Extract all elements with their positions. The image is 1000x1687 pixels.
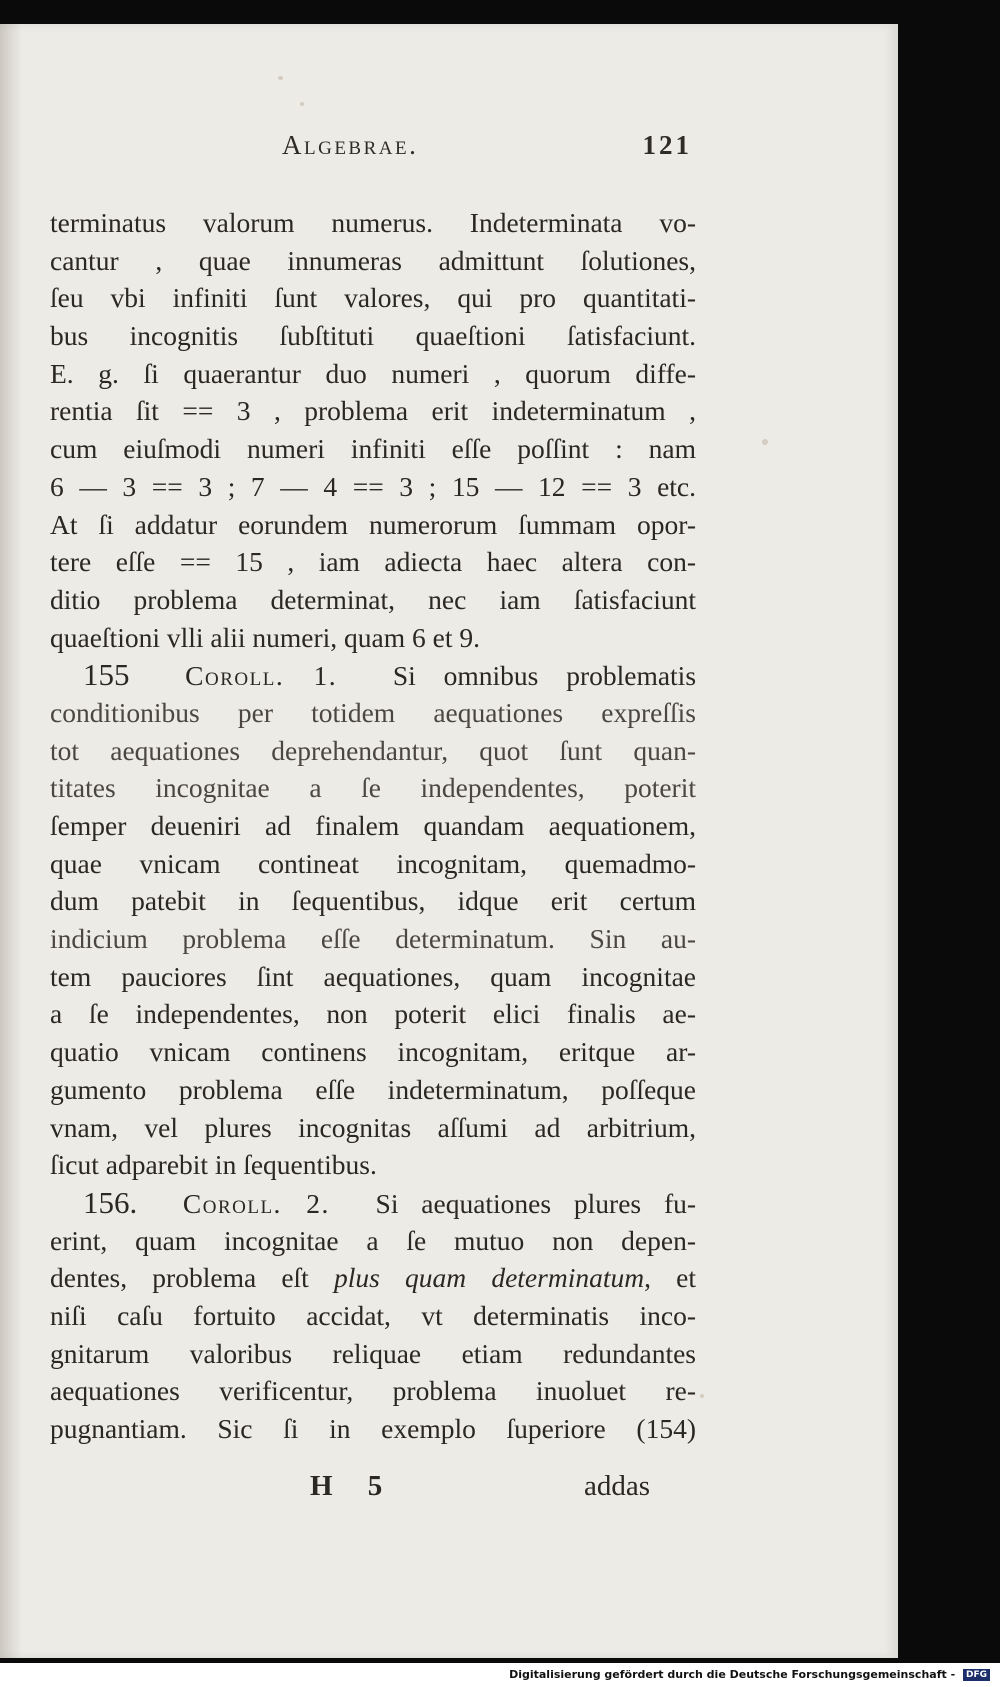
text-line: titates incognitae a ſe independentes, poterit	[50, 772, 696, 804]
running-title: Algebrae.	[282, 130, 419, 160]
section-156-heading-line	[50, 1184, 696, 1222]
text-fragment: , et	[644, 1262, 696, 1294]
paper-spot	[762, 439, 768, 445]
text-line: cantur , quae innumeras admittunt ſolutiones,	[50, 244, 696, 276]
text-line: terminatus valorum numerus. Indeterminata vo-	[50, 207, 696, 238]
text-line: bus incognitis ſubſtituti quaeſtioni ſatisfaciunt.	[50, 320, 696, 352]
section-number: 155	[83, 657, 130, 693]
text-line: indicium problema eſſe determinatum. Sin au-	[50, 923, 696, 955]
page-footer	[310, 1470, 650, 1514]
text-line: tot aequationes deprehendantur, quot ſunt quan-	[50, 734, 696, 766]
page-number: 121	[642, 130, 692, 160]
dfg-logo: DFG	[963, 1669, 990, 1681]
text-line: ditio problema determinat, nec iam ſatisfaciunt	[50, 583, 696, 615]
catchword: addas	[583, 1470, 650, 1502]
signature-mark: H 5	[310, 1470, 397, 1502]
text-line: tem pauciores ſint aequationes, quam incognitae	[50, 960, 696, 992]
text-line: ſemper deueniri ad finalem quandam aequationem,	[50, 810, 696, 841]
text-line: 6 — 3 == 3 ; 7 — 4 == 3 ; 15 — 12 == 3 etc.	[50, 470, 696, 502]
text-line: quaeſtioni vlli alii numeri, quam 6 et 9.	[50, 621, 480, 653]
corollary-label: Coroll. 2.	[182, 1187, 330, 1219]
text-line-with-italic	[50, 1259, 696, 1297]
paper-spot	[700, 1394, 704, 1398]
book-page	[0, 24, 898, 1658]
text-line: dum patebit in ſequentibus, idque erit certum	[50, 885, 696, 917]
section-155-heading-line	[50, 656, 696, 694]
text-line: vnam, vel plures incognitas aſſumi ad arbitrium,	[50, 1111, 696, 1143]
section-number: 156.	[83, 1184, 138, 1220]
body-text	[50, 204, 696, 1448]
text-fragment: Si aequationes plures fu-	[375, 1187, 696, 1219]
text-line: rentia ſit == 3 , problema erit indeterminatum ,	[50, 395, 696, 427]
text-line: conditionibus per totidem aequationes expreſſis	[50, 696, 696, 728]
text-fragment: dentes, problema eſt	[50, 1262, 309, 1294]
text-line: erint, quam incognitae a ſe mutuo non depen-	[50, 1224, 696, 1256]
text-line: quae vnicam contineat incognitam, quemadmo-	[50, 847, 696, 879]
paper-spot	[278, 76, 283, 80]
text-fragment: Si omnibus problematis	[392, 660, 696, 692]
text-line: aequationes verificentur, problema inuoluet re-	[50, 1375, 696, 1407]
corollary-label: Coroll. 1.	[185, 660, 338, 692]
running-head	[46, 130, 692, 174]
digitization-credit	[509, 1668, 990, 1681]
text-line: a ſe independentes, non poterit elici finalis ae-	[50, 998, 696, 1030]
text-line: At ſi addatur eorundem numerorum ſummam opor-	[50, 508, 696, 540]
text-line: ſicut adparebit in ſequentibus.	[50, 1149, 377, 1181]
text-line: cum eiuſmodi numeri infiniti eſſe poſſint : nam	[50, 433, 696, 465]
text-line: quatio vnicam continens incognitam, eritque ar-	[50, 1036, 696, 1068]
text-line: pugnantiam. Sic ſi in exemplo ſuperiore (154)	[50, 1413, 696, 1444]
credit-text: Digitalisierung gefördert durch die Deutsche Forschungsgemeinschaft -	[509, 1668, 956, 1681]
text-line: E. g. ſi quaerantur duo numeri , quorum diffe-	[50, 357, 696, 389]
italic-term: plus quam determinatum	[334, 1262, 645, 1294]
text-line: tere eſſe == 15 , iam adiecta haec altera con-	[50, 546, 696, 578]
text-line: ſeu vbi infiniti ſunt valores, qui pro quantitati-	[50, 282, 696, 314]
text-line: gnitarum valoribus reliquae etiam redundantes	[50, 1337, 696, 1369]
text-line: gumento problema eſſe indeterminatum, poſſeque	[50, 1073, 696, 1105]
text-line: niſi caſu fortuito accidat, vt determinatis inco-	[50, 1299, 696, 1331]
paper-spot	[300, 102, 304, 106]
